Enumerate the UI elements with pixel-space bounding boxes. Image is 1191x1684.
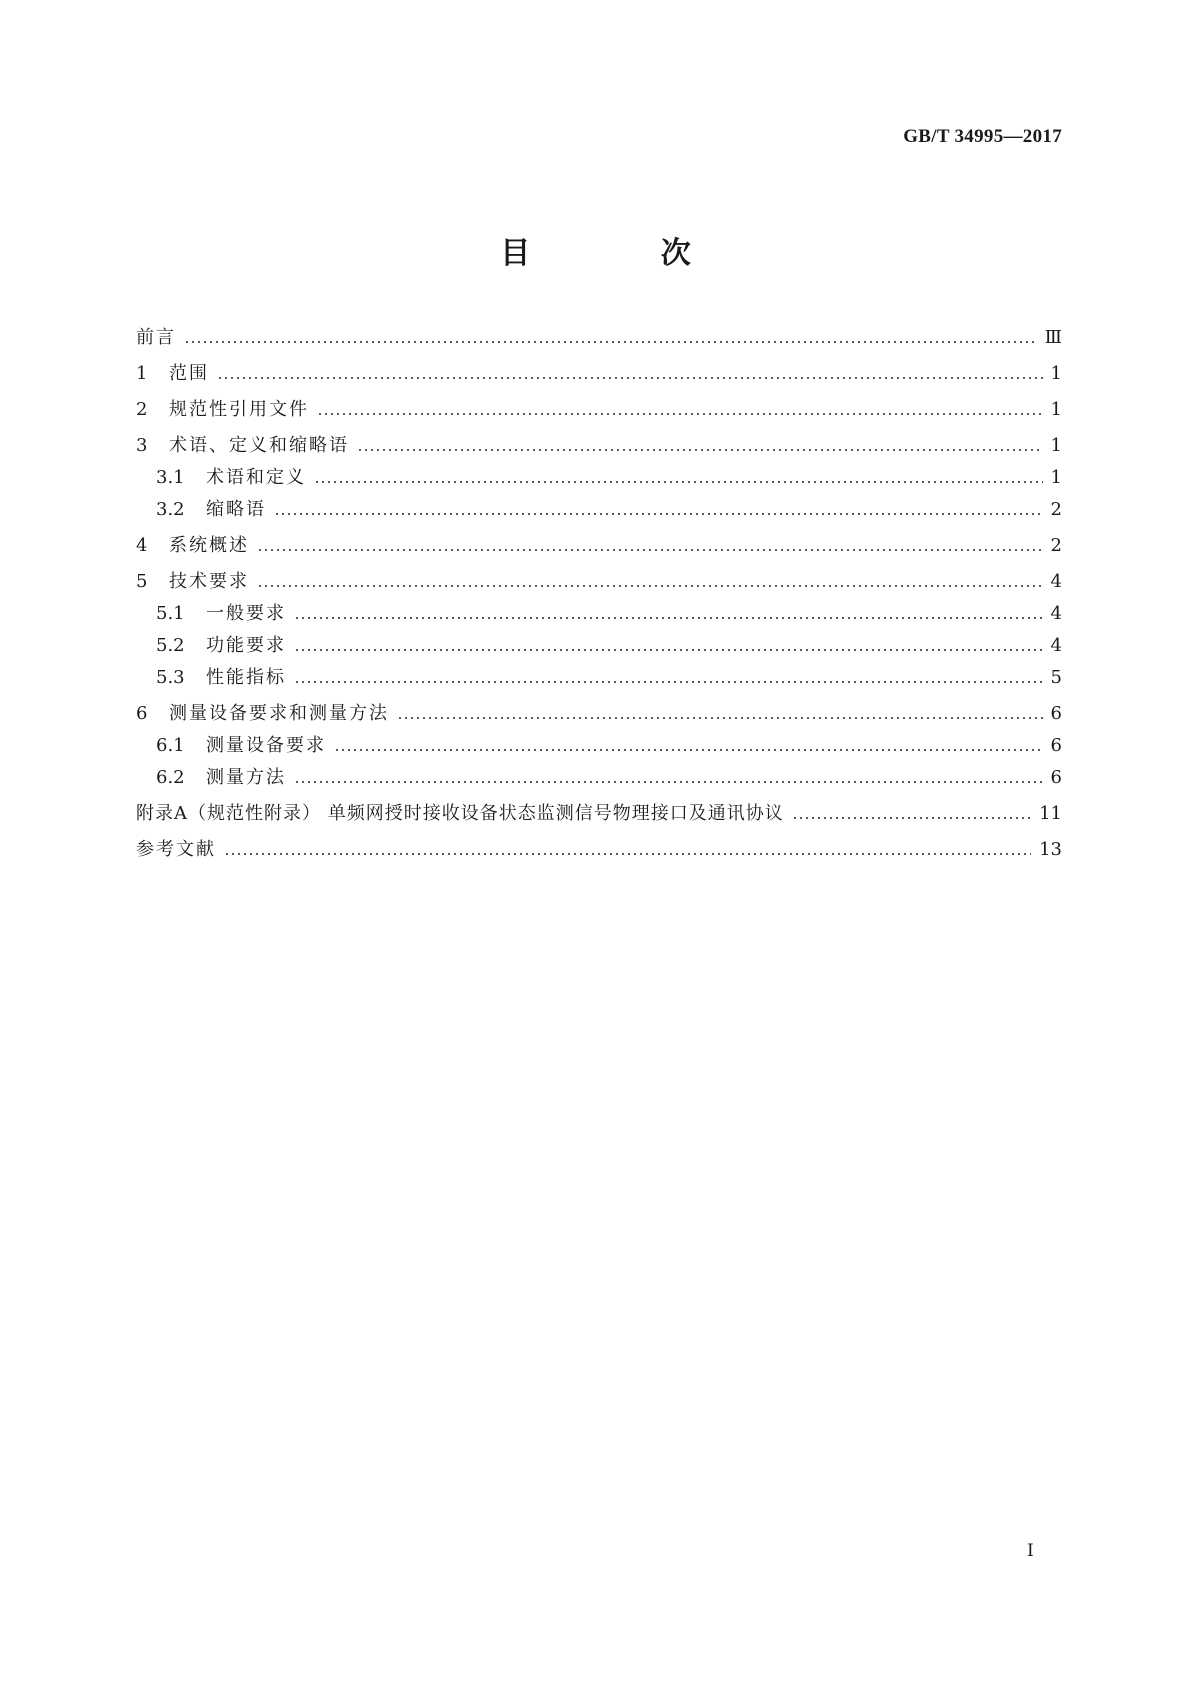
toc-leader — [317, 413, 1043, 415]
toc-item-number: 6.1 — [156, 735, 185, 756]
toc-item-5-3[interactable] — [156, 666, 1062, 690]
toc-item-label: 范围 — [169, 363, 209, 384]
toc-item-page: 5 — [1050, 667, 1062, 688]
toc-item-number: 5 — [136, 571, 148, 592]
toc-item-number: 4 — [136, 535, 148, 556]
toc-item-5-1[interactable] — [156, 602, 1062, 626]
toc-item-page: 6 — [1050, 703, 1062, 724]
toc-item-page: 6 — [1050, 735, 1062, 756]
toc-item-page: 4 — [1050, 603, 1062, 624]
toc-leader — [314, 481, 1043, 483]
toc-item-label: 测量设备要求和测量方法 — [169, 703, 389, 724]
toc-item-3-1[interactable] — [156, 466, 1062, 490]
toc-item-page: 1 — [1050, 363, 1062, 384]
toc-item-page: 1 — [1050, 435, 1062, 456]
toc-item-measurement[interactable] — [136, 702, 1062, 726]
toc-item-scope[interactable] — [136, 362, 1062, 386]
toc-item-number: 5.2 — [156, 635, 185, 656]
toc-item-3-2[interactable] — [156, 498, 1062, 522]
toc-item-number: 5.1 — [156, 603, 185, 624]
toc-item-page: 1 — [1050, 399, 1062, 420]
toc-item-number: 3.2 — [156, 499, 185, 520]
toc-leader — [257, 585, 1043, 587]
toc-item-page: 11 — [1039, 803, 1062, 824]
toc-item-label: 技术要求 — [169, 571, 249, 592]
toc-item-6-1[interactable] — [156, 734, 1062, 758]
toc-item-normative-references[interactable] — [136, 398, 1062, 422]
page-number: I — [1027, 1541, 1034, 1561]
toc-item-page: 13 — [1039, 839, 1062, 860]
toc-item-page: 1 — [1050, 467, 1062, 488]
toc-item-page: 4 — [1050, 571, 1062, 592]
toc-leader — [792, 817, 1031, 819]
toc-item-label: 规范性引用文件 — [169, 399, 309, 420]
toc-item-page: 4 — [1050, 635, 1062, 656]
standard-code: GB/T 34995—2017 — [903, 126, 1062, 147]
toc-item-number: 3.1 — [156, 467, 185, 488]
toc-item-number: 6 — [136, 703, 148, 724]
toc-item-label: 参考文献 — [136, 839, 216, 860]
toc-leader — [294, 617, 1043, 619]
toc-item-bibliography[interactable] — [136, 838, 1062, 862]
toc-item-label: 术语、定义和缩略语 — [169, 435, 349, 456]
toc-leader — [294, 649, 1043, 651]
toc-item-label: 术语和定义 — [206, 467, 306, 488]
toc-item-label: 附录A（规范性附录） 单频网授时接收设备状态监测信号物理接口及通讯协议 — [136, 803, 784, 824]
toc-item-5-2[interactable] — [156, 634, 1062, 658]
toc-item-label: 性能指标 — [206, 667, 286, 688]
toc-leader — [294, 681, 1043, 683]
toc-leader — [257, 549, 1043, 551]
toc-item-label: 测量方法 — [206, 767, 286, 788]
toc-item-label: 系统概述 — [169, 535, 249, 556]
toc-leader — [357, 449, 1043, 451]
toc-item-page: 2 — [1050, 535, 1062, 556]
toc-item-label: 一般要求 — [206, 603, 286, 624]
toc-leader — [397, 717, 1043, 719]
toc-leader — [274, 513, 1043, 515]
toc-title: 目 次 — [500, 236, 751, 271]
toc-item-number: 5.3 — [156, 667, 185, 688]
toc-item-label: 前言 — [136, 327, 176, 348]
toc-item-appendix-a[interactable] — [136, 802, 1062, 826]
toc-item-number: 6.2 — [156, 767, 185, 788]
toc-item-page: 6 — [1050, 767, 1062, 788]
toc-item-label: 测量设备要求 — [206, 735, 326, 756]
toc-item-number: 3 — [136, 435, 148, 456]
toc-leader — [217, 377, 1043, 379]
toc-item-number: 1 — [136, 363, 148, 384]
toc-leader — [294, 781, 1043, 783]
toc-leader — [334, 749, 1043, 751]
toc-item-technical-requirements[interactable] — [136, 570, 1062, 594]
toc-item-foreword[interactable] — [136, 326, 1062, 350]
toc-item-label: 缩略语 — [206, 499, 266, 520]
toc-item-label: 功能要求 — [206, 635, 286, 656]
toc-item-page: Ⅲ — [1044, 327, 1062, 348]
toc-item-6-2[interactable] — [156, 766, 1062, 790]
toc-item-number: 2 — [136, 399, 148, 420]
toc-leader — [184, 341, 1037, 343]
toc-item-terms-definitions[interactable] — [136, 434, 1062, 458]
toc-item-page: 2 — [1050, 499, 1062, 520]
toc-item-system-overview[interactable] — [136, 534, 1062, 558]
toc-leader — [224, 853, 1031, 855]
